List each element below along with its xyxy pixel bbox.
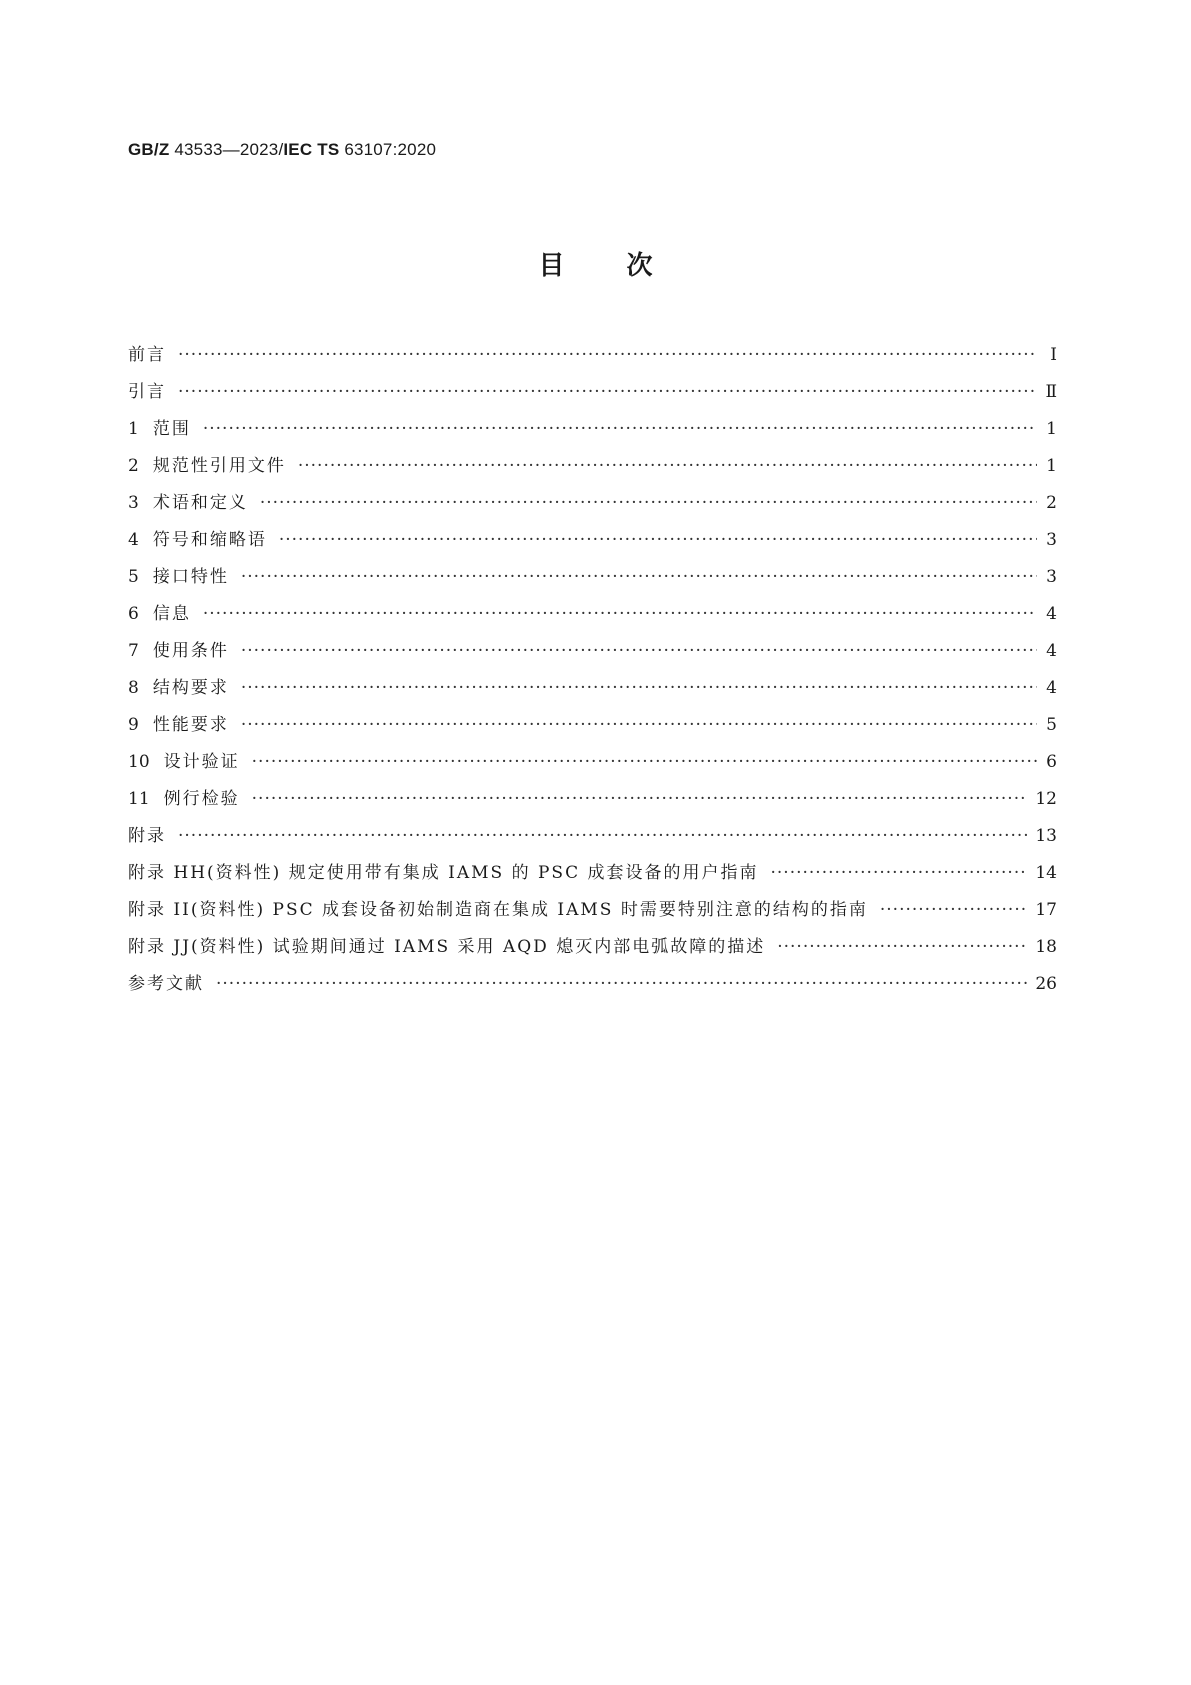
- toc-leader-dots: [178, 826, 1027, 846]
- toc-entry-label: 信息: [152, 604, 191, 624]
- toc-entry-number: 11: [128, 789, 150, 809]
- toc-leader-dots: [880, 900, 1028, 920]
- toc-leader-dots: [203, 604, 1037, 624]
- toc-entry-label: 附录 II(资料性) PSC 成套设备初始制造商在集成 IAMS 时需要特别注意的结构的指南: [128, 900, 868, 920]
- toc-entry-page: 5: [1046, 715, 1057, 735]
- toc-leader-dots: [260, 493, 1037, 513]
- toc-entry-page: 1: [1046, 456, 1057, 476]
- toc-entry-label: 符号和缩略语: [152, 530, 267, 550]
- toc-entry-number: 6: [128, 604, 139, 624]
- toc-entry-page: 13: [1035, 826, 1057, 846]
- toc-leader-dots: [770, 863, 1027, 883]
- toc-leader-dots: [279, 530, 1037, 550]
- toc-entry-page: 4: [1046, 678, 1057, 698]
- toc-entry-number: 8: [128, 678, 139, 698]
- doc-code-prefix: GB/Z: [128, 140, 170, 159]
- toc-entry-label: 范围: [152, 419, 191, 439]
- toc-entry[interactable]: [128, 636, 1057, 673]
- toc-entry[interactable]: [128, 377, 1057, 414]
- toc-entry[interactable]: [128, 858, 1057, 895]
- doc-code-iec-number: 63107:2020: [344, 140, 437, 159]
- toc-entry-number: 3: [128, 493, 139, 513]
- toc-entry-label: 接口特性: [152, 567, 229, 587]
- toc-entry-page: Ⅰ: [1050, 345, 1057, 365]
- toc-entry-page: 4: [1046, 604, 1057, 624]
- toc-leader-dots: [252, 752, 1037, 772]
- toc-entry-label: 规范性引用文件: [152, 456, 286, 476]
- toc-entry-page: 1: [1046, 419, 1057, 439]
- toc-entry[interactable]: [128, 969, 1057, 1006]
- toc-entry-page: 12: [1035, 789, 1057, 809]
- toc-leader-dots: [216, 974, 1027, 994]
- toc-leader-dots: [178, 382, 1037, 402]
- toc-entry-number: 1: [128, 419, 139, 439]
- toc-entry-number: 5: [128, 567, 139, 587]
- toc-leader-dots: [241, 715, 1037, 735]
- toc-entry[interactable]: [128, 895, 1057, 932]
- toc-entry-label: 性能要求: [152, 715, 229, 735]
- toc-leader-dots: [298, 456, 1037, 476]
- toc-entry-label: 附录: [128, 826, 166, 846]
- toc-entry-page: Ⅱ: [1045, 382, 1057, 402]
- toc-entry[interactable]: [128, 710, 1057, 747]
- toc-entry[interactable]: [128, 488, 1057, 525]
- toc-leader-dots: [178, 345, 1037, 365]
- toc-entry[interactable]: [128, 784, 1057, 821]
- toc-entry-number: 9: [128, 715, 139, 735]
- toc-leader-dots: [252, 789, 1028, 809]
- toc-entry[interactable]: [128, 673, 1057, 710]
- toc-entry[interactable]: [128, 821, 1057, 858]
- toc-entry-page: 3: [1046, 567, 1057, 587]
- toc-entry[interactable]: [128, 932, 1057, 969]
- toc-leader-dots: [777, 937, 1027, 957]
- toc-entry-number: 4: [128, 530, 139, 550]
- toc-entry[interactable]: [128, 451, 1057, 488]
- toc-entry[interactable]: [128, 414, 1057, 451]
- toc-entry[interactable]: [128, 562, 1057, 599]
- toc-entry-label: 附录 HH(资料性) 规定使用带有集成 IAMS 的 PSC 成套设备的用户指南: [128, 863, 759, 883]
- toc-entry-page: 18: [1035, 937, 1057, 957]
- toc-entry-page: 3: [1046, 530, 1057, 550]
- toc-entry-page: 14: [1035, 863, 1057, 883]
- toc-entry-number: 7: [128, 641, 139, 661]
- doc-code-number: 43533—2023/: [174, 140, 284, 159]
- toc-entry-page: 26: [1035, 974, 1057, 994]
- toc-entry-label: 使用条件: [152, 641, 229, 661]
- toc-entry[interactable]: [128, 599, 1057, 636]
- toc-entry[interactable]: [128, 340, 1057, 377]
- toc-entry[interactable]: [128, 525, 1057, 562]
- toc-entry-page: 17: [1035, 900, 1057, 920]
- toc-entry-label: 参考文献: [128, 974, 204, 994]
- toc-entry-page: 2: [1046, 493, 1057, 513]
- toc-leader-dots: [241, 641, 1037, 661]
- toc-leader-dots: [203, 419, 1037, 439]
- toc-leader-dots: [241, 567, 1037, 587]
- doc-code-iec: IEC TS: [283, 140, 340, 159]
- toc-entry-label: 前言: [128, 345, 166, 365]
- toc-entry-label: 例行检验: [163, 789, 240, 809]
- toc-entry-number: 10: [128, 752, 150, 772]
- toc-entry-page: 4: [1046, 641, 1057, 661]
- page-title: 目次: [538, 251, 715, 281]
- table-of-contents: [128, 340, 1057, 1006]
- toc-entry-label: 结构要求: [152, 678, 229, 698]
- toc-entry-label: 设计验证: [163, 752, 240, 772]
- toc-entry-page: 6: [1046, 752, 1057, 772]
- toc-entry-label: 引言: [128, 382, 166, 402]
- document-code: [128, 140, 436, 160]
- toc-leader-dots: [241, 678, 1037, 698]
- toc-entry[interactable]: [128, 747, 1057, 784]
- toc-entry-label: 附录 JJ(资料性) 试验期间通过 IAMS 采用 AQD 熄灭内部电弧故障的描述: [128, 937, 766, 957]
- toc-entry-number: 2: [128, 456, 139, 476]
- toc-entry-label: 术语和定义: [152, 493, 248, 513]
